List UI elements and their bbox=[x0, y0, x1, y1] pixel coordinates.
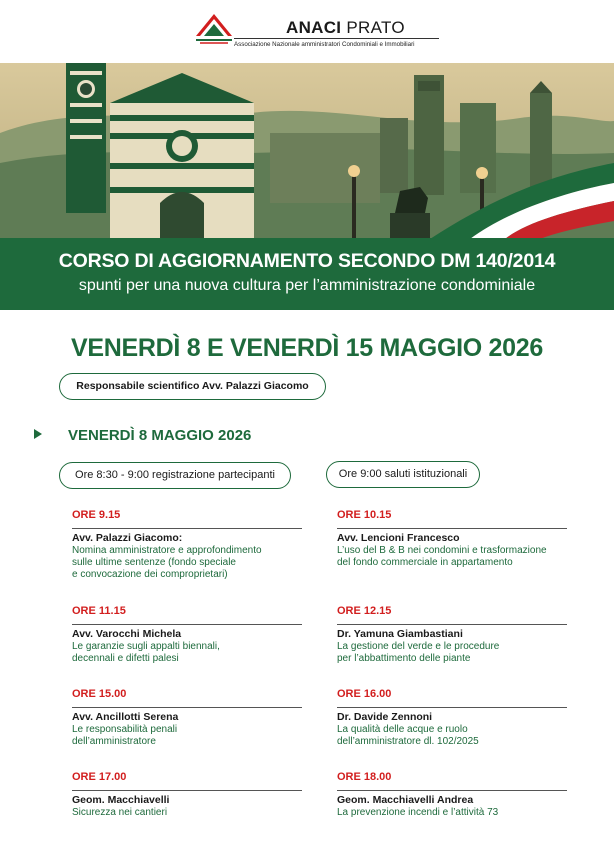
session-divider bbox=[337, 707, 567, 708]
session-time: ORE 17.00 bbox=[72, 771, 127, 783]
scientific-director-pill: Responsabile scientifico Avv. Palazzi Giacomo bbox=[59, 373, 326, 400]
arrow-right-icon bbox=[34, 429, 42, 439]
brand-name-bold: ANACI bbox=[286, 18, 342, 37]
session-time: ORE 12.15 bbox=[337, 605, 392, 617]
session-divider bbox=[72, 624, 302, 625]
session-speaker: Geom. Macchiavelli bbox=[72, 794, 170, 806]
logo-divider bbox=[234, 38, 439, 39]
course-subtitle: spunti per una nuova cultura per l’amministrazione condominiale bbox=[78, 277, 536, 294]
brand-name-city: PRATO bbox=[346, 18, 405, 37]
session-right-4 bbox=[337, 771, 597, 819]
session-right-3 bbox=[337, 688, 597, 748]
session-time: ORE 18.00 bbox=[337, 771, 392, 783]
session-left-2 bbox=[72, 605, 312, 665]
session-time: ORE 16.00 bbox=[337, 688, 392, 700]
session-divider bbox=[72, 707, 302, 708]
session-right-1 bbox=[337, 509, 597, 569]
session-description: La gestione del verde e le procedure per l’abbattimento delle piante bbox=[337, 641, 500, 665]
session-description: L’uso del B & B nei condomini e trasformazione del fondo commerciale in appartamento bbox=[337, 545, 547, 569]
session-speaker: Dr. Yamuna Giambastiani bbox=[337, 628, 463, 640]
session-left-1 bbox=[72, 509, 312, 582]
session-divider bbox=[337, 528, 567, 529]
session-time: ORE 10.15 bbox=[337, 509, 392, 521]
prato-skyline-illustration bbox=[0, 63, 614, 239]
course-title-band bbox=[0, 238, 614, 310]
session-divider bbox=[337, 624, 567, 625]
session-divider bbox=[72, 528, 302, 529]
session-divider bbox=[337, 790, 567, 791]
session-speaker: Avv. Palazzi Giacomo: bbox=[72, 532, 183, 544]
session-time: ORE 9.15 bbox=[72, 509, 121, 521]
session-description: Sicurezza nei cantieri bbox=[72, 807, 168, 818]
session-time: ORE 15.00 bbox=[72, 688, 127, 700]
day-heading bbox=[34, 427, 251, 444]
session-speaker: Avv. Ancillotti Serena bbox=[72, 711, 179, 723]
session-speaker: Geom. Macchiavelli Andrea bbox=[337, 794, 474, 806]
session-speaker: Avv. Lencioni Francesco bbox=[337, 532, 460, 544]
anaci-logo-icon bbox=[194, 10, 234, 44]
session-description: La prevenzione incendi e l’attività 73 bbox=[337, 807, 499, 818]
brand-tagline: Associazione Nazionale amministratori Condominiali e Immobiliari bbox=[234, 41, 415, 48]
greetings-pill: Ore 9:00 saluti istituzionali bbox=[326, 461, 480, 488]
registration-pill: Ore 8:30 - 9:00 registrazione partecipanti bbox=[59, 462, 291, 489]
session-description: Nomina amministratore e approfondimento sulle ultime sentenze (fondo speciale e convocazione dei comproprietari) bbox=[72, 545, 262, 581]
session-right-2 bbox=[337, 605, 597, 665]
day-title: VENERDÌ 8 MAGGIO 2026 bbox=[68, 427, 252, 444]
course-dates: VENERDÌ 8 E VENERDÌ 15 MAGGIO 2026 bbox=[71, 334, 543, 362]
session-left-3 bbox=[72, 688, 312, 748]
course-title: CORSO DI AGGIORNAMENTO SECONDO DM 140/2014 bbox=[58, 250, 556, 272]
session-left-4 bbox=[72, 771, 312, 819]
session-divider bbox=[72, 790, 302, 791]
session-speaker: Dr. Davide Zennoni bbox=[337, 711, 433, 723]
session-description: Le garanzie sugli appalti biennali, decennali e difetti palesi bbox=[72, 641, 220, 665]
brand-name bbox=[286, 18, 405, 38]
session-time: ORE 11.15 bbox=[72, 605, 126, 617]
session-description: Le responsabilità penali dell’amministratore bbox=[72, 724, 178, 748]
session-description: La qualità delle acque e ruolo dell’amministratore dl. 102/2025 bbox=[337, 724, 479, 748]
session-speaker: Avv. Varocchi Michela bbox=[72, 628, 182, 640]
anaci-logo bbox=[194, 10, 444, 52]
